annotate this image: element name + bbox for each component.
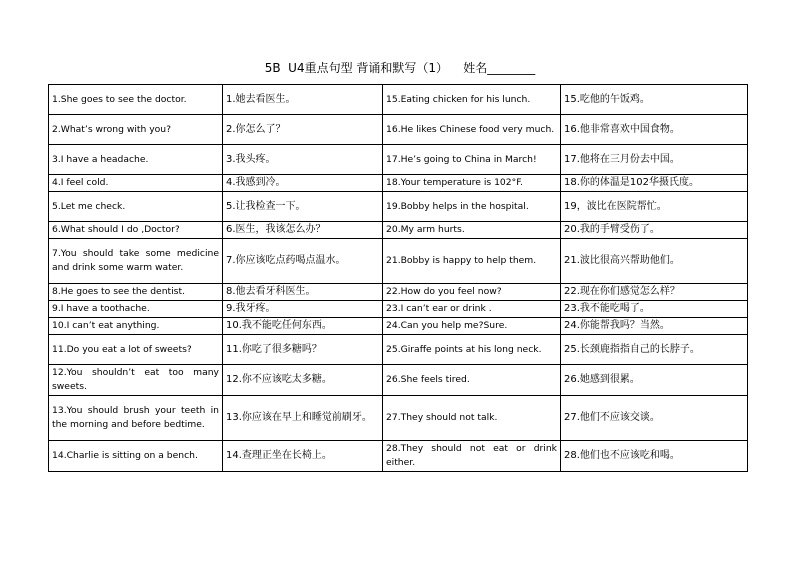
chinese-translation: 19，波比在医院帮忙。 [561,192,748,222]
english-sentence: 17.He’s going to China in March! [383,145,561,175]
chinese-translation: 23.我不能吃喝了。 [561,301,748,318]
table-row [49,222,748,239]
chinese-translation: 13.你应该在早上和睡觉前刷牙。 [223,396,383,441]
chinese-translation: 26.她感到很累。 [561,365,748,396]
english-sentence: 6.What should I do ,Doctor? [49,222,223,239]
chinese-translation: 14.查理正坐在长椅上。 [223,441,383,472]
table-row [49,175,748,192]
english-sentence: 15.Eating chicken for his lunch. [383,85,561,115]
english-sentence: 13.You should brush your teeth in the morning and before bedtime. [49,396,223,441]
table-row [49,301,748,318]
english-sentence: 4.I feel cold. [49,175,223,192]
english-sentence: 25.Giraffe points at his long neck. [383,335,561,365]
english-sentence: 8.He goes to see the dentist. [49,284,223,301]
table-row [49,145,748,175]
table-row [49,441,748,472]
chinese-translation: 15.吃他的午饭鸡。 [561,85,748,115]
chinese-translation: 18.你的体温是102华摄氏度。 [561,175,748,192]
chinese-translation: 3.我头疼。 [223,145,383,175]
table-row [49,85,748,115]
english-sentence: 9.I have a toothache. [49,301,223,318]
english-sentence: 7.You should take some medicine and drink some warm water. [49,239,223,284]
table-row [49,284,748,301]
chinese-translation: 2.你怎么了？ [223,115,383,145]
chinese-translation: 27.他们不应该交谈。 [561,396,748,441]
table-row [49,396,748,441]
english-sentence: 11.Do you eat a lot of sweets? [49,335,223,365]
chinese-translation: 5.让我检查一下。 [223,192,383,222]
table-row [49,192,748,222]
english-sentence: 12.You shouldn’t eat too many sweets. [49,365,223,396]
table-row [49,239,748,284]
chinese-translation: 1.她去看医生。 [223,85,383,115]
chinese-translation: 20.我的手臂受伤了。 [561,222,748,239]
english-sentence: 1.She goes to see the doctor. [49,85,223,115]
chinese-translation: 6.医生，我该怎么办？ [223,222,383,239]
chinese-translation: 16.他非常喜欢中国食物。 [561,115,748,145]
table-row [49,365,748,396]
chinese-translation: 7.你应该吃点药喝点温水。 [223,239,383,284]
english-sentence: 21.Bobby is happy to help them. [383,239,561,284]
english-sentence: 14.Charlie is sitting on a bench. [49,441,223,472]
chinese-translation: 10.我不能吃任何东西。 [223,318,383,335]
english-sentence: 27.They should not talk. [383,396,561,441]
english-sentence: 5.Let me check. [49,192,223,222]
english-sentence: 10.I can’t eat anything. [49,318,223,335]
chinese-translation: 28.他们也不应该吃和喝。 [561,441,748,472]
english-sentence: 28.They should not eat or drink either. [383,441,561,472]
chinese-translation: 12.你不应该吃太多糖。 [223,365,383,396]
english-sentence: 3.I have a headache. [49,145,223,175]
chinese-translation: 17.他将在三月份去中国。 [561,145,748,175]
chinese-translation: 11.你吃了很多糖吗？ [223,335,383,365]
sentence-table [48,84,748,472]
chinese-translation: 21.波比很高兴帮助他们。 [561,239,748,284]
chinese-translation: 9.我牙疼。 [223,301,383,318]
chinese-translation: 22.现在你们感觉怎么样？ [561,284,748,301]
english-sentence: 2.What’s wrong with you? [49,115,223,145]
english-sentence: 18.Your temperature is 102°F. [383,175,561,192]
chinese-translation: 25.长颈鹿指指自己的长脖子。 [561,335,748,365]
english-sentence: 20.My arm hurts. [383,222,561,239]
table-row [49,115,748,145]
table-row [49,318,748,335]
chinese-translation: 24.你能帮我吗？当然。 [561,318,748,335]
table-row [49,335,748,365]
english-sentence: 23.I can’t ear or drink . [383,301,561,318]
english-sentence: 24.Can you help me?Sure. [383,318,561,335]
chinese-translation: 8.他去看牙科医生。 [223,284,383,301]
english-sentence: 16.He likes Chinese food very much. [383,115,561,145]
english-sentence: 19.Bobby helps in the hospital. [383,192,561,222]
chinese-translation: 4.我感到冷。 [223,175,383,192]
page-title: 5B U4重点句型 背诵和默写（1） 姓名________ [264,61,536,75]
english-sentence: 26.She feels tired. [383,365,561,396]
english-sentence: 22.How do you feel now? [383,284,561,301]
